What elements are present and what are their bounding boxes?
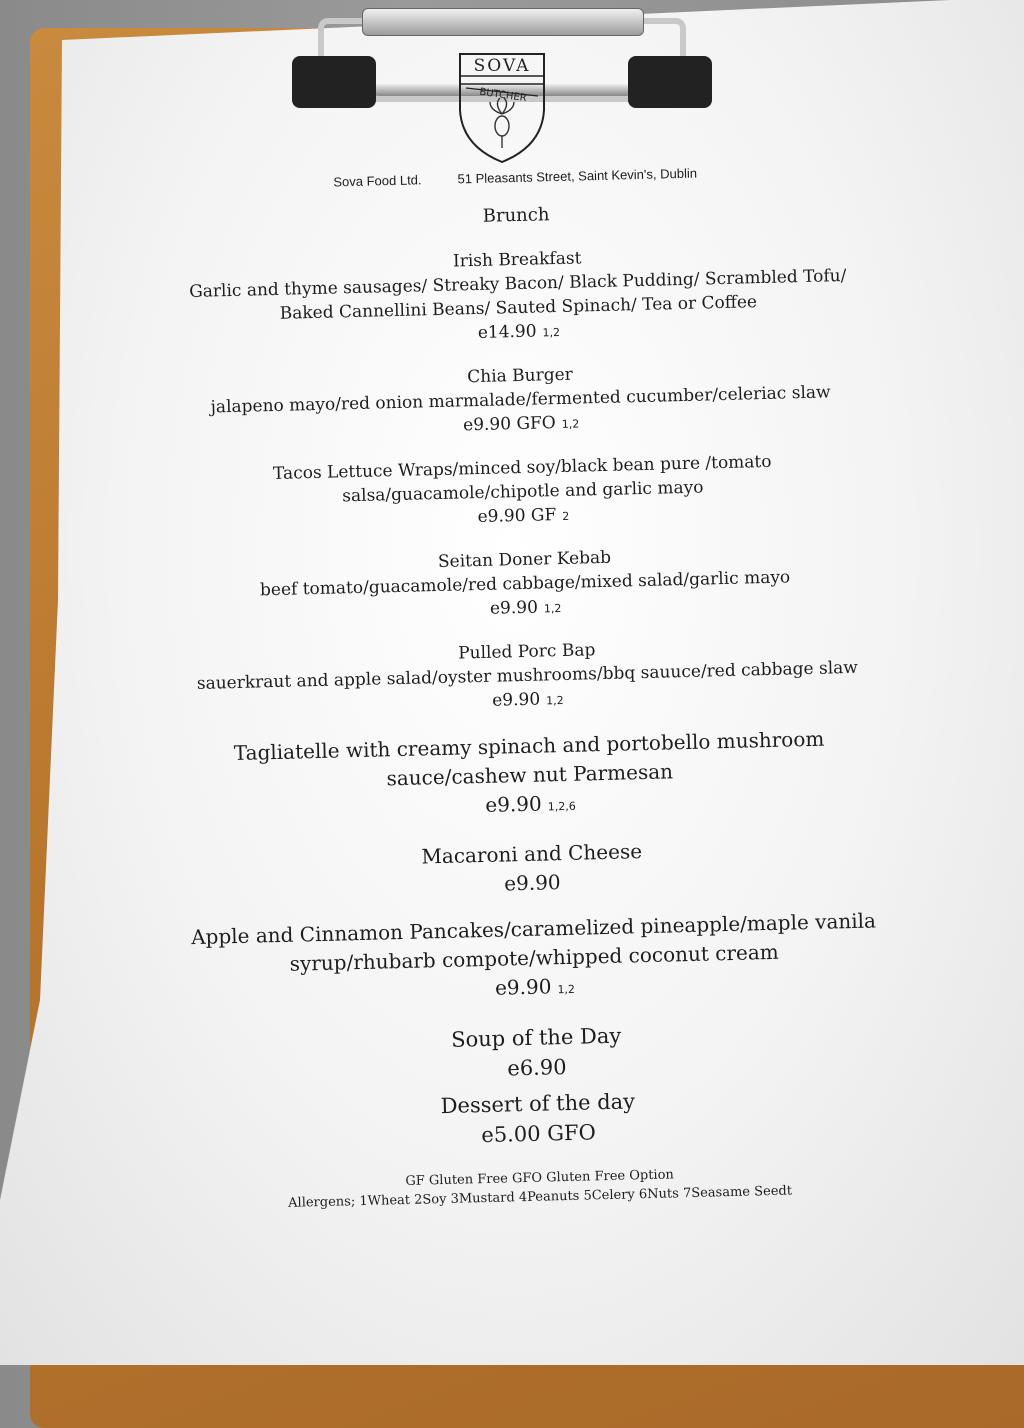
item-price: e14.90 (477, 321, 537, 343)
item-description: jalapeno mayo/red onion marmalade/fermented cucumber/celeriac slaw (210, 382, 831, 418)
item-description: Garlic and thyme sausages/ Streaky Bacon/ Black Pudding/ Scrambled Tofu/ Baked Cannellini Beans/ Sauted Spinach/ Tea or Coffee (188, 265, 847, 324)
item-title: Apple and Cinnamon Pancakes/caramelized pineapple/maple vanila syrup/rhubarb compote/whipped coconut cream (190, 908, 877, 976)
sova-butcher-logo (452, 50, 552, 168)
item-price: e9.90 (489, 597, 539, 619)
menu-item (176, 831, 887, 905)
item-price: e9.90 (494, 974, 552, 1000)
item-title: Pulled Porc Bap (457, 640, 596, 664)
item-title: Tacos Lettuce Wraps/minced soy/black bean pure /tomato salsa/guacamole/chipotle and garlic mayo (272, 451, 772, 507)
item-description: beef tomato/guacamole/red cabbage/mixed salad/garlic mayo (259, 567, 791, 601)
item-price: e5.00 GFO (481, 1120, 597, 1148)
item-title: Dessert of the day (440, 1089, 636, 1119)
menu-item (174, 723, 886, 830)
item-title: Tagliatelle with creamy spinach and portobello mushroom sauce/cashew nut Parmesan (233, 726, 825, 791)
allergen-codes: 1,2,6 (547, 799, 576, 814)
allergen-codes: 1,2 (543, 601, 562, 616)
item-title: Chia Burger (467, 364, 574, 388)
brunch-menu (160, 161, 895, 1215)
item-price: e9.90 (503, 870, 561, 896)
item-price: e6.90 (507, 1055, 567, 1081)
item-title: Irish Breakfast (452, 248, 582, 272)
allergen-codes: 2 (562, 509, 570, 523)
item-price: e9.90 GFO (462, 413, 557, 436)
menu-heading: Brunch (482, 204, 550, 227)
allergen-codes: 1,2 (542, 325, 561, 340)
item-title: Soup of the Day (450, 1023, 622, 1052)
legend-gluten: GF Gluten Free GFO Gluten Free Option (405, 1167, 675, 1189)
menu-item (167, 447, 879, 538)
item-price: e9.90 (485, 791, 542, 817)
item-price: e9.90 GF (477, 505, 557, 528)
menu-item (178, 906, 890, 1013)
item-price: e9.90 (491, 689, 541, 711)
clip-lever (362, 8, 644, 36)
allergen-codes: 1,2 (561, 417, 580, 431)
allergen-codes: 1,2 (557, 982, 576, 997)
menu-item (172, 631, 884, 722)
legend-allergens: Allergens; 1Wheat 2Soy 3Mustard 4Peanuts 5Celery 6Nuts 7Seasame Seedt (288, 1183, 793, 1211)
menu-item (165, 355, 877, 446)
menu-item (162, 239, 874, 354)
menu-item (169, 539, 881, 630)
clip-foot-right (628, 56, 712, 108)
item-description: sauerkraut and apple salad/oyster mushrooms/bbq sauuce/red cabbage slaw (196, 657, 859, 694)
company-name: Sova Food Ltd. (333, 172, 422, 190)
clip-foot-left (292, 56, 376, 108)
allergen-codes: 1,2 (546, 693, 564, 708)
street-address: 51 Pleasants Street, Saint Kevin's, Dublin (457, 165, 698, 187)
logo-wordmark: SOVA (473, 56, 531, 76)
item-title: Seitan Doner Kebab (437, 547, 612, 572)
menu-item (183, 1080, 894, 1157)
logo-butcher-text: BUTCHER (478, 86, 528, 105)
item-title: Macaroni and Cheese (421, 839, 643, 869)
menu-item (181, 1014, 892, 1091)
